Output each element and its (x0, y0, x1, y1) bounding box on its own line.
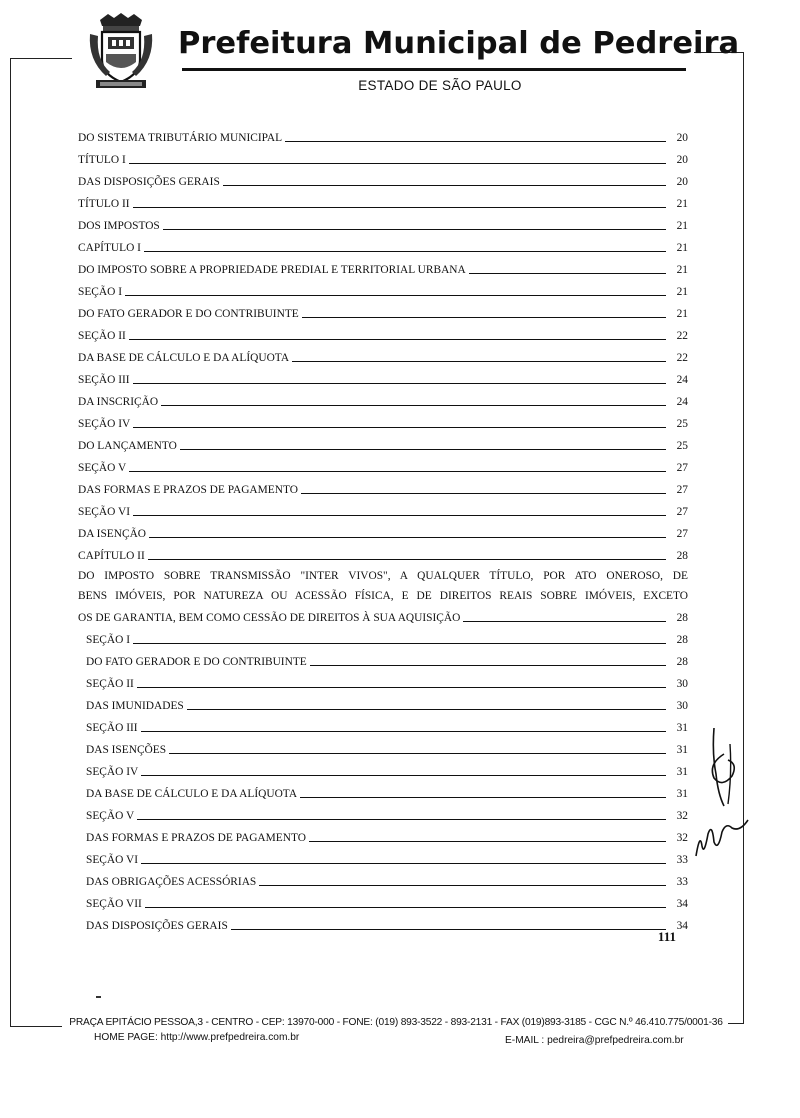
toc-entry-label: TÍTULO I (78, 154, 126, 166)
toc-entry-label: DAS FORMAS E PRAZOS DE PAGAMENTO (86, 832, 306, 844)
toc-entry-page: 21 (676, 220, 688, 232)
toc-entry-label: SEÇÃO II (86, 678, 134, 690)
toc-entry-label: DAS IMUNIDADES (86, 700, 184, 712)
toc-entry-label: SEÇÃO VI (78, 506, 131, 518)
toc-entry (78, 346, 688, 368)
toc-leader-line (133, 515, 666, 516)
toc-entry-page: 32 (676, 832, 688, 844)
toc-entry (78, 258, 688, 280)
toc-entry-label: DA INSCRIÇÃO (78, 396, 159, 408)
toc-entry (78, 456, 688, 478)
toc-entry (78, 738, 688, 760)
frame-right-border (743, 52, 744, 1023)
footer-homepage: HOME PAGE: http://www.prefpedreira.com.br (94, 1032, 300, 1043)
toc-paragraph-line-1: DO IMPOSTO SOBRE TRANSMISSÃO "INTER VIVOS", A QUALQUER TÍTULO, POR ATO ONEROSO, DE (78, 570, 688, 582)
toc-entry (78, 126, 688, 148)
toc-leader-line (141, 863, 666, 864)
toc-leader-line (137, 819, 666, 820)
toc-paragraph-line-3 (78, 606, 688, 628)
toc-entry-label: DO SISTEMA TRIBUTÁRIO MUNICIPAL (78, 132, 283, 144)
frame-bottom-left-border (10, 1026, 62, 1027)
toc-entry-label: DO LANÇAMENTO (78, 440, 177, 452)
toc-entry (78, 870, 688, 892)
toc-entry-page: 32 (676, 810, 688, 822)
toc-entry (78, 848, 688, 870)
toc-entry (78, 148, 688, 170)
toc-entry-label: SEÇÃO I (78, 286, 122, 298)
toc-entry-label: DO FATO GERADOR E DO CONTRIBUINTE (86, 656, 307, 668)
toc-leader-line (231, 929, 666, 930)
toc-paragraph-entry (78, 566, 688, 628)
toc-entry-page: 28 (676, 612, 688, 624)
toc-leader-line (148, 559, 666, 560)
toc-entry-page: 24 (676, 396, 688, 408)
toc-entry-label: DAS FORMAS E PRAZOS DE PAGAMENTO (78, 484, 298, 496)
toc-entry (78, 170, 688, 192)
toc-entry-label: CAPÍTULO I (78, 242, 141, 254)
toc-entry (78, 478, 688, 500)
footer-email: E-MAIL : pedreira@prefpedreira.com.br (505, 1035, 684, 1046)
toc-entry-page: 20 (676, 154, 688, 166)
toc-entry-label: SEÇÃO III (86, 722, 138, 734)
toc-entry-page: 27 (676, 462, 688, 474)
toc-entry (78, 694, 688, 716)
toc-leader-line (161, 405, 666, 406)
toc-entry (78, 892, 688, 914)
toc-leader-line (223, 185, 666, 186)
toc-leader-line (301, 493, 666, 494)
frame-top-left-border (10, 58, 72, 59)
toc-leader-line (129, 339, 666, 340)
toc-entry-page: 20 (676, 132, 688, 144)
toc-entry-page: 28 (676, 634, 688, 646)
toc-entry-page: 22 (676, 352, 688, 364)
toc-entry (78, 214, 688, 236)
toc-leader-line (141, 731, 666, 732)
toc-entry-page: 34 (676, 920, 688, 932)
toc-leader-line (129, 471, 666, 472)
toc-leader-line (469, 273, 666, 274)
toc-entry-page: 24 (676, 374, 688, 386)
toc-leader-line (133, 207, 666, 208)
toc-entry-page: 21 (676, 198, 688, 210)
toc-leader-line (129, 163, 666, 164)
handwritten-initial-signature (702, 724, 748, 810)
table-of-contents (78, 126, 688, 936)
toc-entry-page: 28 (676, 550, 688, 562)
municipal-crest-icon (86, 12, 156, 94)
toc-entry-page: 21 (676, 308, 688, 320)
toc-leader-line (169, 753, 666, 754)
toc-entry-label: DAS ISENÇÕES (86, 744, 167, 756)
toc-entry-page: 25 (676, 440, 688, 452)
toc-entry-label: DA ISENÇÃO (78, 528, 147, 540)
toc-entry-label: SEÇÃO IV (86, 766, 139, 778)
toc-entry-label: DAS DISPOSIÇÕES GERAIS (86, 920, 228, 932)
toc-entry-label: DAS OBRIGAÇÕES ACESSÓRIAS (86, 876, 257, 888)
toc-entry (78, 672, 688, 694)
page-number: 111 (657, 929, 676, 944)
toc-leader-line (463, 621, 666, 622)
toc-entry (78, 716, 688, 738)
toc-leader-line (141, 775, 666, 776)
toc-leader-line (300, 797, 666, 798)
toc-entry-page: 25 (676, 418, 688, 430)
toc-entry-label: SEÇÃO III (78, 374, 130, 386)
toc-entry (78, 804, 688, 826)
toc-entry (78, 302, 688, 324)
toc-entry-label: DA BASE DE CÁLCULO E DA ALÍQUOTA (86, 788, 298, 800)
toc-leader-line (149, 537, 666, 538)
toc-entry-page: 34 (676, 898, 688, 910)
toc-entry (78, 192, 688, 214)
toc-entry-label: CAPÍTULO II (78, 550, 145, 562)
toc-entry-label: OS DE GARANTIA, BEM COMO CESSÃO DE DIREITOS À SUA AQUISIÇÃO (78, 612, 461, 624)
toc-entry-page: 31 (676, 722, 688, 734)
toc-entry-label: DAS DISPOSIÇÕES GERAIS (78, 176, 220, 188)
toc-entry-page: 33 (676, 876, 688, 888)
footer-address: PRAÇA EPITÁCIO PESSOA,3 - CENTRO - CEP: 13970-000 - FONE: (019) 893-3522 - 893-2131 - FAX (019)893-3185 - CGC N.º 46.410.775/0001-36 (69, 1017, 723, 1028)
toc-entry-label: SEÇÃO VI (86, 854, 139, 866)
toc-entry (78, 782, 688, 804)
handwritten-signature (692, 812, 752, 862)
title-underline (182, 68, 686, 71)
toc-entry-label: SEÇÃO V (78, 462, 127, 474)
toc-entry (78, 760, 688, 782)
toc-entry (78, 236, 688, 258)
toc-entry (78, 280, 688, 302)
toc-entry-page: 31 (676, 766, 688, 778)
frame-left-border (10, 58, 11, 1026)
toc-entry-page: 31 (676, 744, 688, 756)
toc-entry-label: DO FATO GERADOR E DO CONTRIBUINTE (78, 308, 299, 320)
toc-entry-page: 27 (676, 484, 688, 496)
toc-entry-page: 21 (676, 264, 688, 276)
toc-entry (78, 522, 688, 544)
toc-leader-line (133, 427, 666, 428)
toc-leader-line (285, 141, 666, 142)
toc-entry-label: SEÇÃO IV (78, 418, 131, 430)
toc-leader-line (187, 709, 666, 710)
toc-entry-label: DA BASE DE CÁLCULO E DA ALÍQUOTA (78, 352, 290, 364)
toc-paragraph-line-2: BENS IMÓVEIS, POR NATUREZA OU ACESSÃO FÍSICA, E DE DIREITOS REAIS SOBRE IMÓVEIS, EXCETO (78, 590, 688, 602)
toc-section-2 (78, 628, 688, 936)
toc-entry (78, 544, 688, 566)
toc-entry (78, 914, 688, 936)
toc-entry-page: 27 (676, 528, 688, 540)
page-subtitle: ESTADO DE SÃO PAULO (358, 78, 522, 93)
toc-entry (78, 368, 688, 390)
toc-entry (78, 500, 688, 522)
toc-entry (78, 412, 688, 434)
toc-entry (78, 390, 688, 412)
toc-leader-line (310, 665, 666, 666)
toc-leader-line (163, 229, 666, 230)
toc-entry-page: 27 (676, 506, 688, 518)
toc-leader-line (137, 687, 666, 688)
toc-entry-page: 28 (676, 656, 688, 668)
toc-leader-line (259, 885, 666, 886)
toc-entry-page: 20 (676, 176, 688, 188)
toc-entry (78, 324, 688, 346)
toc-section-1 (78, 126, 688, 566)
toc-entry (78, 434, 688, 456)
frame-bottom-right-border (728, 1023, 744, 1024)
toc-entry (78, 628, 688, 650)
toc-entry-page: 33 (676, 854, 688, 866)
toc-leader-line (133, 643, 666, 644)
toc-entry-page: 22 (676, 330, 688, 342)
toc-entry-page: 30 (676, 678, 688, 690)
toc-entry (78, 650, 688, 672)
toc-entry-page: 31 (676, 788, 688, 800)
toc-entry-label: DO IMPOSTO SOBRE A PROPRIEDADE PREDIAL E TERRITORIAL URBANA (78, 264, 466, 276)
toc-entry-label: TÍTULO II (78, 198, 130, 210)
scan-speck (96, 996, 101, 998)
toc-entry-label: SEÇÃO I (86, 634, 130, 646)
toc-leader-line (292, 361, 666, 362)
toc-leader-line (302, 317, 666, 318)
toc-leader-line (133, 383, 666, 384)
toc-entry (78, 826, 688, 848)
toc-entry-label: SEÇÃO VII (86, 898, 142, 910)
toc-leader-line (180, 449, 666, 450)
toc-entry-label: SEÇÃO V (86, 810, 135, 822)
toc-leader-line (125, 295, 666, 296)
toc-entry-label: SEÇÃO II (78, 330, 126, 342)
toc-entry-page: 30 (676, 700, 688, 712)
toc-entry-label: DOS IMPOSTOS (78, 220, 160, 232)
toc-leader-line (145, 907, 666, 908)
page-title: Prefeitura Municipal de Pedreira (178, 26, 740, 61)
toc-entry-page: 21 (676, 286, 688, 298)
toc-leader-line (309, 841, 666, 842)
toc-entry-page: 21 (676, 242, 688, 254)
toc-leader-line (144, 251, 666, 252)
